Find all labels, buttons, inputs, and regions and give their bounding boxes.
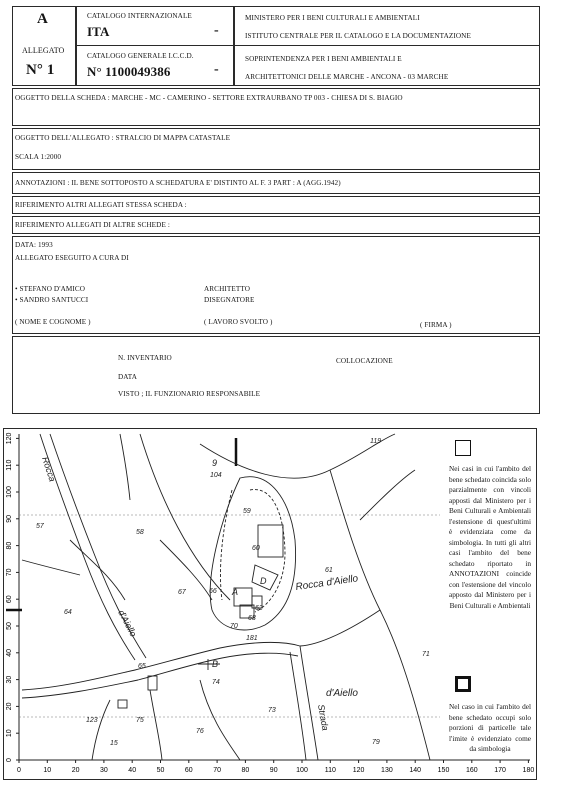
y-tick-label: 30	[6, 675, 13, 684]
y-tick-label: 80	[6, 541, 13, 550]
map-label-rocca-top: Rocca	[40, 455, 58, 483]
x-tick-label: 120	[352, 767, 365, 774]
map-label-64: 64	[64, 609, 72, 616]
person-2: • SANDRO SANTUCCI	[15, 296, 89, 304]
catalogo-int-value: ITA	[87, 24, 110, 39]
visto: VISTO ; IL FUNZIONARIO RESPONSABILE	[118, 390, 261, 398]
legend-text-partial: Nei casi in cui l'ambito del bene schedato coincida solo parzialmente con vincoli apposti dal Ministero per i Beni Culturali e Ambientali l'estensione di quest'ultimi è evidenziata come da simbologia. In tutti gli altri casi l'ambito del bene schedato riportato in ANNOTAZIONI coincide con l'estensione del vincolo apposto dal Ministero per i Beni Culturali e Ambientali	[449, 464, 531, 610]
x-tick-label: 110	[324, 767, 336, 774]
x-tick-label: 30	[100, 767, 108, 774]
soprintendenza-text: SOPRINTENDENZA PER I BENI AMBIENTALI E	[245, 55, 402, 63]
y-tick-label: 100	[6, 486, 13, 498]
rif-altre: RIFERIMENTO ALLEGATI DI ALTRE SCHEDE :	[15, 221, 170, 229]
map-label-79: 79	[372, 739, 380, 746]
x-tick-label: 180	[522, 767, 535, 774]
y-tick-label: 110	[6, 459, 13, 471]
map-label-104: 104	[210, 472, 222, 479]
map-label-119: 119	[370, 438, 382, 445]
y-tick-label: 120	[6, 432, 13, 445]
x-tick-label: 130	[381, 767, 393, 774]
map-label-73: 73	[268, 707, 276, 714]
map-label-75: 75	[136, 717, 144, 724]
catalogo-int-label: CATALOGO INTERNAZIONALE	[87, 12, 192, 20]
scala: SCALA 1:2000	[15, 153, 62, 161]
y-tick-label: 0	[6, 758, 13, 762]
y-tick-label: 10	[6, 729, 13, 738]
map-label-76: 76	[196, 728, 204, 735]
allegato-number: N° 1	[26, 62, 55, 78]
role-1: ARCHITETTO	[204, 285, 250, 293]
annotazioni: ANNOTAZIONI : IL BENE SOTTOPOSTO A SCHEDATURA E' DISTINTO AL F. 3 PART : A (AGG.1942)	[15, 179, 341, 187]
allegato-label: ALLEGATO	[22, 46, 65, 55]
map-label-61: 61	[325, 567, 333, 574]
collocazione: COLLOCAZIONE	[336, 357, 393, 365]
catalogo-int-dash: -	[214, 23, 219, 38]
map-label-60: 60	[252, 545, 260, 552]
esecuzione-eseguito: ALLEGATO ESEGUITO A CURA DI	[15, 254, 129, 262]
catalogo-gen-dash: -	[214, 62, 219, 77]
esecuzione-box	[12, 236, 540, 334]
lavoro-svolto-label: ( LAVORO SVOLTO )	[204, 318, 273, 326]
map-label-rocca-center: Rocca d'Aiello	[294, 573, 359, 593]
map-label-181: 181	[246, 635, 258, 642]
map-label-70: 70	[230, 623, 238, 630]
firma-label: ( FIRMA )	[420, 321, 452, 329]
ministero-divider	[234, 45, 540, 46]
map-label-strada: Strada	[316, 703, 331, 732]
oggetto-allegato: OGGETTO DELL'ALLEGATO : STRALCIO DI MAPPA CATASTALE	[15, 134, 231, 142]
y-tick-label: 90	[6, 514, 13, 523]
legend-symbol-outline	[455, 440, 471, 456]
legend-text-particelle: Nel caso in cui l'ambito del bene schedato occupi solo porzioni di particelle tale l'imite è evidenziato come da simbologia	[449, 702, 531, 753]
map-label-aiello-bottom: d'Aiello	[326, 688, 358, 699]
x-tick-label: 170	[494, 767, 506, 774]
x-tick-label: 40	[128, 767, 137, 774]
y-tick-label: 20	[6, 702, 13, 711]
esecuzione-data: DATA: 1993	[15, 241, 53, 249]
x-tick-label: 100	[296, 767, 308, 774]
x-tick-label: 150	[437, 767, 450, 774]
catalog-divider	[76, 45, 234, 46]
x-tick-label: 80	[241, 767, 250, 774]
x-tick-label: 160	[465, 767, 478, 774]
istituto-text: ISTITUTO CENTRALE PER IL CATALOGO E LA DOCUMENTAZIONE	[245, 32, 471, 40]
oggetto-scheda: OGGETTO DELLA SCHEDA : MARCHE - MC - CAMERINO - SETTORE EXTRAURBANO TP 003 - CHIESA DI S. BIAGIO	[15, 94, 403, 102]
y-tick-label: 60	[6, 595, 13, 604]
map-label-15: 15	[110, 740, 118, 747]
map-label-aiello-left: d'Aiello	[116, 608, 139, 639]
inventario-box	[12, 336, 540, 414]
catalogo-gen-value: N° 1100049386	[87, 64, 171, 79]
map-label-59: 59	[243, 508, 251, 515]
x-tick-label: 140	[409, 767, 422, 774]
map-label-58: 58	[136, 529, 144, 536]
nome-cognome-label: ( NOME E COGNOME )	[15, 318, 91, 326]
map-label-123: 123	[86, 717, 98, 724]
x-tick-label: 90	[269, 767, 278, 774]
ministero-text: MINISTERO PER I BENI CULTURALI E AMBIENTALI	[245, 14, 420, 22]
map-label-71: 71	[422, 651, 430, 658]
legend-symbol-filled	[455, 676, 471, 692]
catalogo-gen-label: CATALOGO GENERALE I.C.C.D.	[87, 52, 194, 60]
map-label-a: A	[232, 587, 239, 597]
map-label-57: 57	[36, 523, 44, 530]
scheda-letter: A	[37, 11, 48, 27]
map-label-62: 62	[255, 605, 263, 612]
x-tick-label: 50	[156, 767, 165, 774]
n-inventario: N. INVENTARIO	[118, 354, 172, 362]
architettonici-text: ARCHITETTONICI DELLE MARCHE - ANCONA - 03 MARCHE	[245, 73, 449, 81]
x-tick-label: 0	[17, 767, 21, 774]
y-tick-label: 50	[6, 622, 13, 630]
y-tick-label: 70	[6, 568, 13, 577]
person-1: • STEFANO D'AMICO	[15, 285, 86, 293]
map-label-9: 9	[212, 458, 218, 468]
role-2: DISEGNATORE	[204, 296, 255, 304]
rif-stessa: RIFERIMENTO ALTRI ALLEGATI STESSA SCHEDA :	[15, 201, 187, 209]
x-tick-label: 70	[213, 767, 221, 774]
map-label-d: D	[260, 576, 267, 586]
y-tick-label: 40	[6, 648, 13, 657]
map-label-67: 67	[178, 589, 186, 596]
map-label-68: 68	[248, 615, 256, 622]
map-label-b: B	[212, 659, 219, 669]
x-tick-label: 20	[71, 767, 80, 774]
map-label-66: 66	[209, 588, 217, 595]
x-tick-label: 10	[43, 767, 52, 774]
map-label-65: 65	[138, 663, 146, 670]
x-tick-label: 60	[184, 767, 193, 774]
map-label-74: 74	[212, 679, 220, 686]
inventario-data: DATA	[118, 373, 137, 381]
